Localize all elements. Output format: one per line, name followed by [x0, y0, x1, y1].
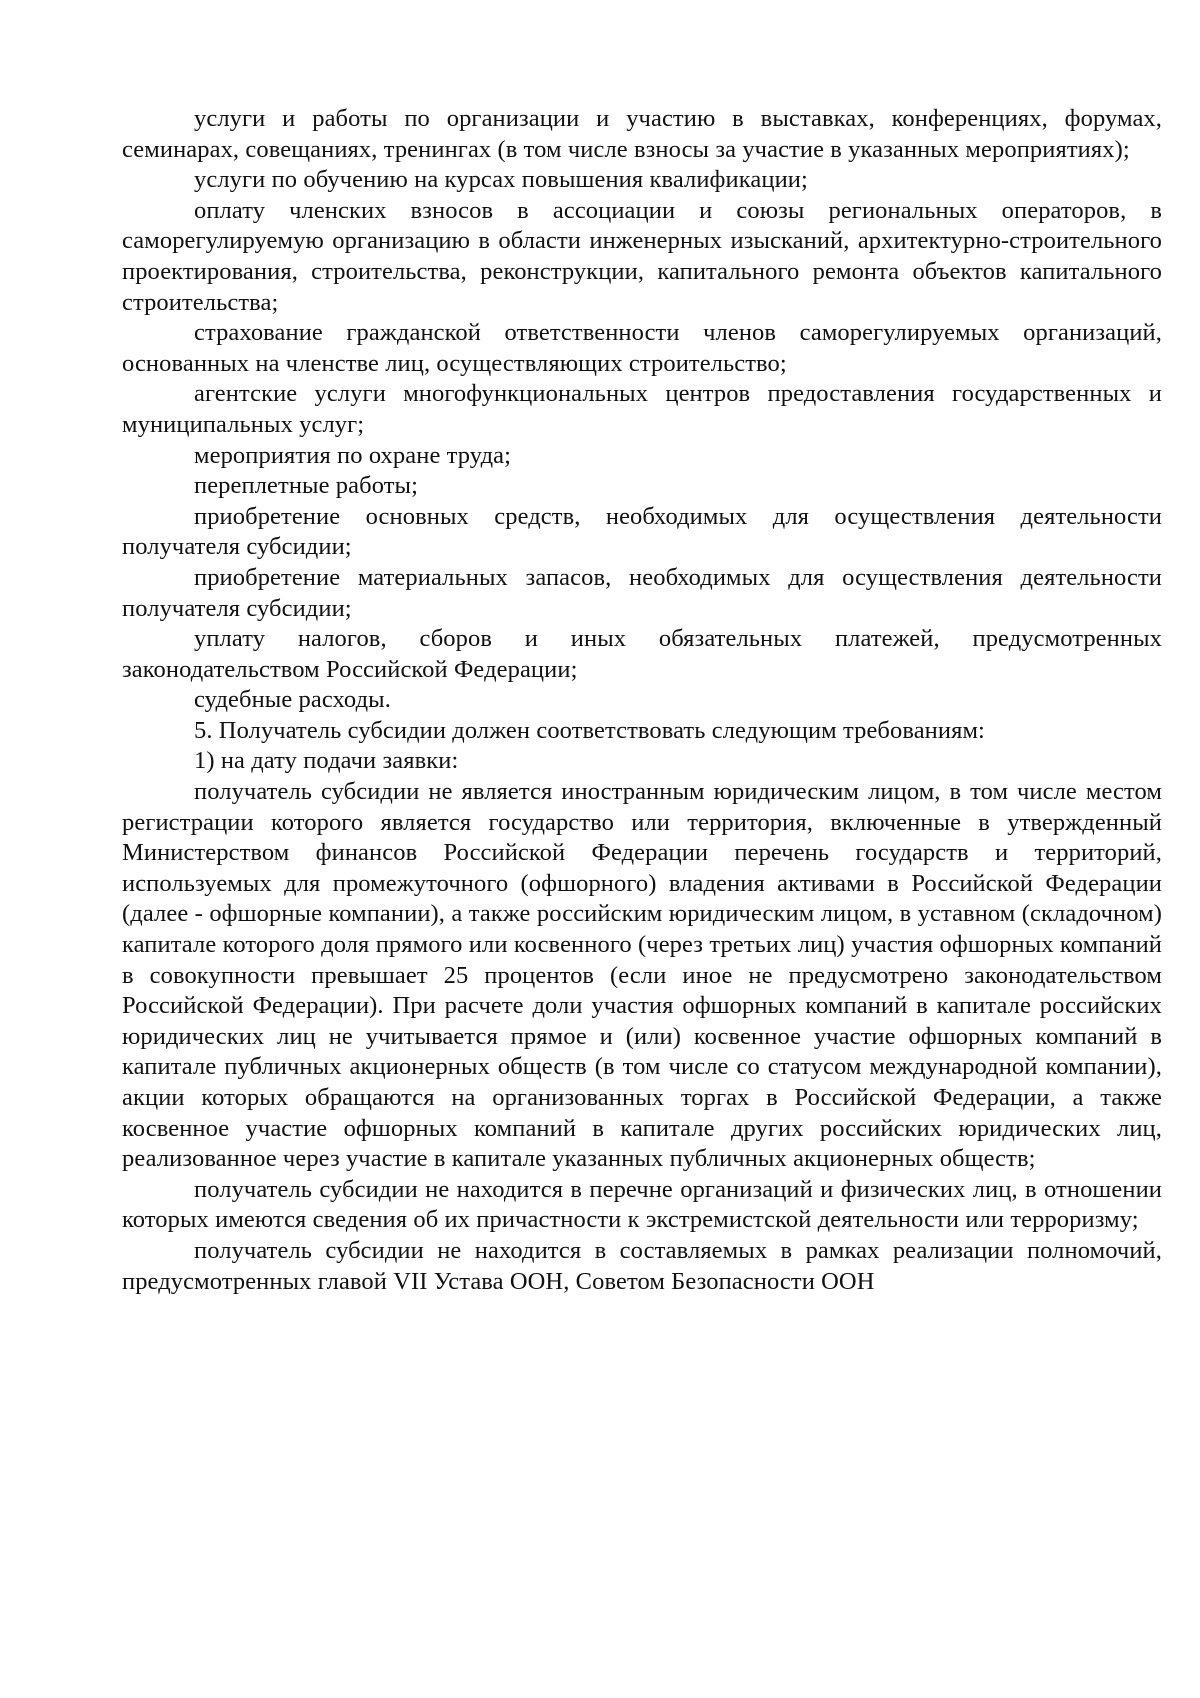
paragraph-taxes: уплату налогов, сборов и иных обязательных платежей, предусмотренных законодательством Российской Федерации; — [122, 625, 1162, 683]
paragraph-fixed-assets: приобретение основных средств, необходимых для осуществления деятельности получателя субсидии; — [122, 502, 1162, 561]
paragraph-court-costs: судебные расходы. — [194, 686, 391, 714]
paragraph-offshore: получатель субсидии не является иностранным юридическим лицом, в том числе местом регистрации которого является государство или территория, включенные в утвержденный Министерством финансов Российской Федерации перечень государств и территорий, используемых для промежуточного (офшорного) владения активами в Российской Федерации (далее - офшорные компании), а также российским юридическим лицом, в уставном (складочном) капитале которого доля прямого или косвенного (через третьих лиц) участия офшорных компаний в совокупности превышает 25 процентов (если иное не предусмотрено законодательством Российской Федерации). При расчете доли участия офшорных компаний в капитале российских юридических лиц не учитывается прямое и (или) косвенное участие офшорных компаний в капитале публичных акционерных обществ (в том числе со статусом международной компании), акции которых обращаются на организованных торгах в Российской Федерации, а также косвенное участие офшорных компаний в капитале других российских юридических лиц, реализованное через участие в капитале указанных публичных акционерных обществ; — [122, 778, 1162, 1173]
document-page — [122, 104, 1162, 1297]
paragraph-item-1: 1) на дату подачи заявки: — [194, 747, 459, 775]
paragraph-agency-services: агентские услуги многофункциональных центров предоставления государственных и муниципальных услуг; — [122, 380, 1162, 438]
paragraph-membership-fees: оплату членских взносов в ассоциации и союзы региональных операторов, в саморегулируемую организацию в области инженерных изысканий, архитектурно-строительного проектирования, строительства, реконструкции, капитального ремонта объектов капитального строительства; — [122, 196, 1162, 316]
paragraph-un-lists: получатель субсидии не находится в составляемых в рамках реализации полномочий, предусмотренных главой VII Устава ООН, Советом Безопасности ООН — [122, 1236, 1162, 1295]
paragraph-insurance: страхование гражданской ответственности членов саморегулируемых организаций, основанных на членстве лиц, осуществляющих строительство; — [122, 319, 1162, 377]
paragraph-exhibitions: услуги и работы по организации и участию в выставках, конференциях, форумах, семинарах, совещаниях, тренингах (в том числе взносы за участие в указанных мероприятиях); — [122, 105, 1162, 163]
paragraph-binding-works: переплетные работы; — [194, 472, 418, 500]
paragraph-training: услуги по обучению на курсах повышения квалификации; — [194, 166, 808, 194]
paragraph-extremism: получатель субсидии не находится в перечне организаций и физических лиц, в отношении которых имеются сведения об их причастности к экстремистской деятельности или терроризму; — [122, 1175, 1162, 1234]
paragraph-section-5: 5. Получатель субсидии должен соответствовать следующим требованиям: — [194, 716, 985, 744]
paragraph-labor-safety: мероприятия по охране труда; — [194, 441, 512, 469]
paragraph-material-stocks: приобретение материальных запасов, необходимых для осуществления деятельности получателя субсидии; — [122, 563, 1162, 622]
